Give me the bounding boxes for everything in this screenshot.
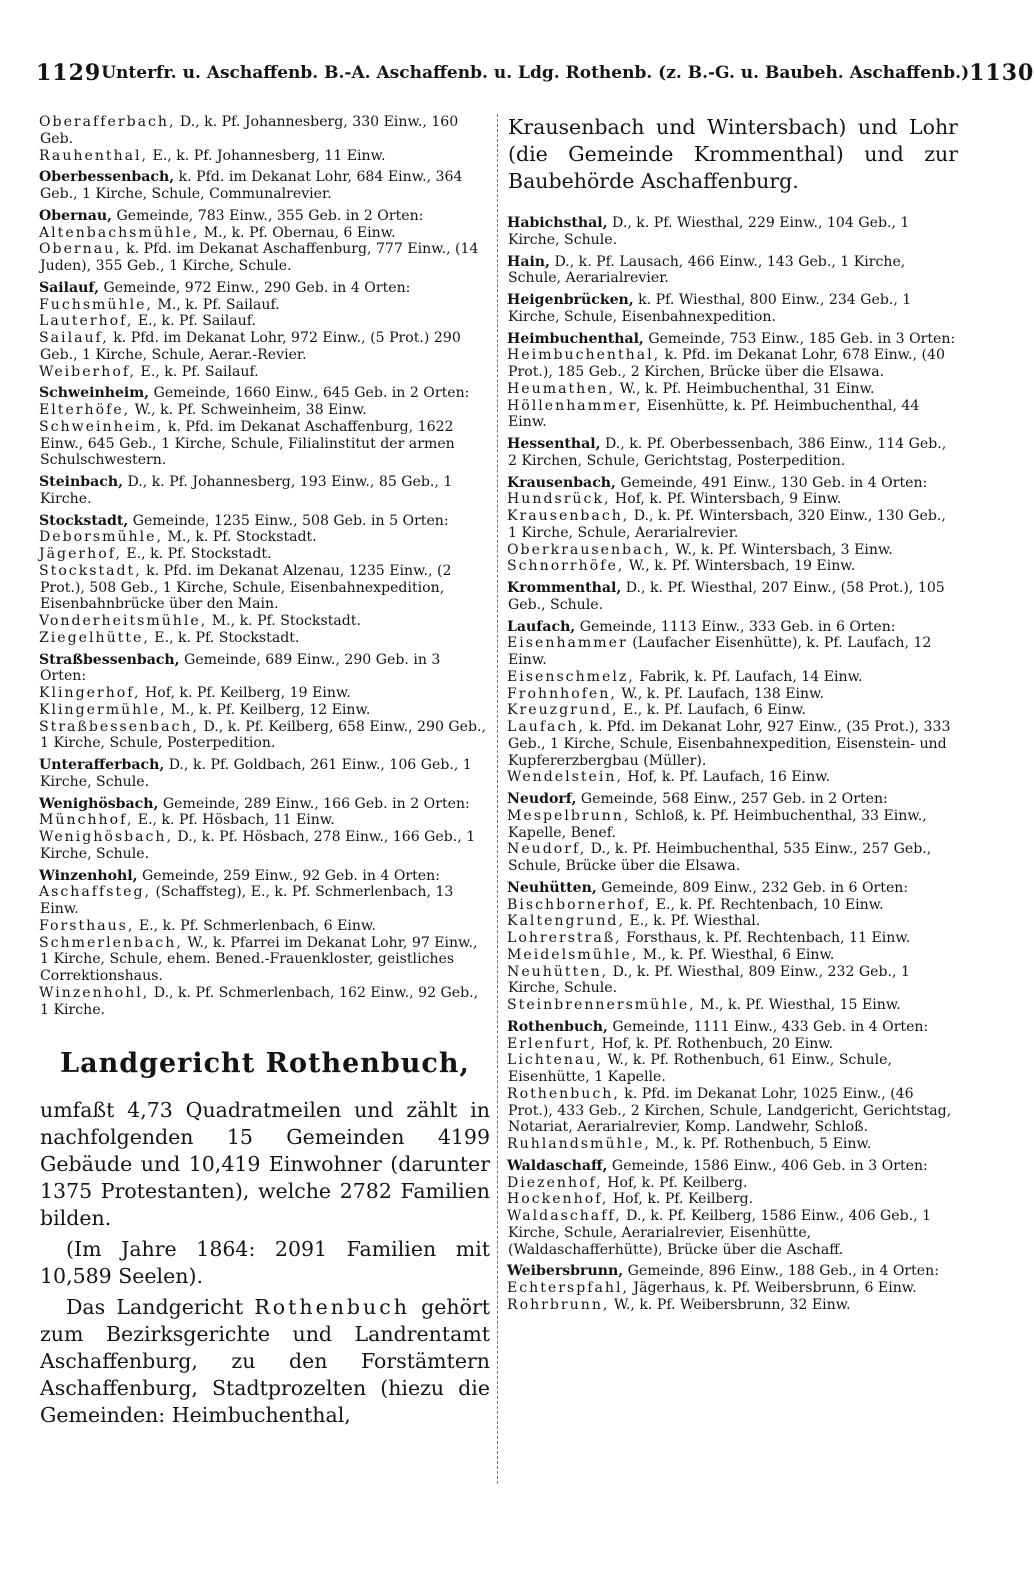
entry: [508, 1280, 958, 1297]
place-details: W., k. Pf. Weibersbrunn, 32 Einw.: [609, 1296, 851, 1313]
municipality-name: Habichsthal,: [507, 215, 608, 231]
entry: [40, 402, 490, 419]
place-details: D., k. Pf. Hösbach, 278 Einw., 166 Geb., 1 Kirche, Schule.: [40, 829, 476, 862]
continued-paragraph: Krausenbach und Wintersbach) und Lohr (die Gemeinde Krommenthal) und zur Baubehörde Aschaffenburg.: [508, 115, 958, 193]
place-details: W., k. Pf. Heimbuchenthal, 31 Einw.: [615, 380, 875, 397]
place-name: Sailauf,: [39, 330, 109, 346]
entry: [508, 791, 958, 808]
place-name: Diezenhof,: [507, 1174, 603, 1191]
place-name: Lauterhof,: [39, 313, 134, 330]
place-name: Mespelbrunn,: [507, 807, 631, 824]
place-name: Kreuzgrund,: [507, 702, 619, 719]
place-details: Forsthaus, k. Pf. Rechtenbach, 11 Einw.: [621, 930, 911, 946]
place-name: Vonderheitsmühle,: [39, 613, 208, 629]
place-details: Gemeinde, 1235 Einw., 508 Geb. in 5 Orten:: [128, 512, 449, 529]
place-details: k. Pfd. im Dekanat Aschaffenburg, 777 Einw., (14 Juden), 355 Geb., 1 Kirche, Schule.: [40, 241, 479, 274]
place-details: Gemeinde, 809 Einw., 232 Geb. in 6 Orten:: [596, 879, 909, 896]
entry: [40, 419, 490, 469]
entry: [40, 280, 490, 297]
place-name: Höllenhammer,: [507, 397, 643, 414]
place-name: Rauhenthal,: [39, 147, 149, 164]
place-details: M., k. Pf. Wiesthal, 15 Einw.: [695, 997, 901, 1013]
municipality-name: Winzenhohl,: [39, 867, 138, 884]
place-name: Schweinheim,: [39, 418, 164, 435]
entry: [508, 1175, 958, 1192]
place-details: Gemeinde, 896 Einw., 188 Geb., in 4 Orten:: [623, 1263, 939, 1280]
entry: [40, 148, 490, 165]
place-details: E., k. Pf. Rechtenbach, 10 Einw.: [651, 896, 884, 913]
place-details: W., k. Pf. Wintersbach, 19 Einw.: [624, 558, 856, 575]
municipality-name: Obernau,: [39, 207, 113, 224]
municipality-name: Krausenbach,: [507, 474, 616, 491]
left-column: [40, 114, 490, 1433]
entry: [508, 930, 958, 947]
entry: [508, 686, 958, 703]
place-name: Hundsrück,: [507, 491, 611, 508]
municipality-name: Schweinheim,: [39, 385, 150, 402]
place-name: Erlenfurt,: [507, 1035, 598, 1052]
entry: [508, 841, 958, 875]
place-details: D., k. Pf. Wintersbach, 320 Einw., 130 Geb., 1 Kirche, Schule, Aerarialrevier.: [508, 508, 946, 541]
place-name: Oberkrausenbach,: [507, 541, 671, 558]
place-details: k. Pfd. im Dekanat Lohr, 1025 Einw., (46 Prot.), 433 Geb., 2 Kirchen, Schule, Landgericht, Gerichtstag, Notariat, Aerarialrevier, Komp. Landwehr, Schloß.: [508, 1085, 952, 1136]
section-paragraph: (Im Jahre 1864: 2091 Familien mit 10,589 Seelen).: [40, 1237, 490, 1288]
place-details: Hof, k. Pf. Laufach, 16 Einw.: [622, 769, 831, 786]
place-details: Eisenhütte, k. Pf. Heimbuchenthal, 44 Einw.: [508, 397, 920, 431]
place-details: D., k. Pf. Lausach, 466 Einw., 143 Geb., 1 Kirche, Schule, Aerarialrevier.: [508, 253, 906, 287]
municipality-name: Rothenbuch,: [507, 1018, 608, 1035]
entry: [40, 796, 490, 813]
place-details: M., k. Pf. Wiesthal, 6 Einw.: [638, 946, 835, 963]
place-details: k. Pfd. im Dekanat Lohr, 684 Einw., 364 Geb., 1 Kirche, Schule, Communalrevier.: [40, 169, 463, 202]
place-details: Gemeinde, 689 Einw., 290 Geb. in 3 Orten:: [40, 651, 441, 685]
entry: [508, 997, 958, 1014]
right-column: [508, 114, 958, 1314]
place-details: Hof, k. Pf. Keilberg.: [602, 1174, 748, 1191]
entry: [40, 364, 490, 381]
municipality-name: Waldaschaff,: [507, 1157, 608, 1174]
entry: [508, 1019, 958, 1036]
entry: [508, 1297, 958, 1314]
place-details: D., k. Pf. Wiesthal, 809 Einw., 232 Geb., 1 Kirche, Schule.: [508, 963, 910, 997]
entry: [40, 884, 490, 918]
entry: [40, 719, 490, 753]
place-name: Laufach,: [507, 719, 585, 735]
place-details: Jägerhaus, k. Pf. Weibersbrunn, 6 Einw.: [628, 1280, 917, 1296]
place-name: Neudorf,: [507, 841, 587, 858]
place-details: E., k. Pf. Sailauf.: [136, 363, 259, 380]
place-name: Klingermühle,: [39, 701, 167, 718]
entry: [508, 491, 958, 508]
entry: [508, 1136, 958, 1153]
place-details: k. Pfd. im Dekanat Aschaffenburg, 1622 Einw., 645 Geb., 1 Kirche, Schule, Filialinstitut der armen Schulschwestern.: [40, 418, 455, 469]
place-name: Lichtenau,: [507, 1052, 603, 1069]
page-number-left: 1129: [36, 60, 102, 86]
entry: [508, 475, 958, 492]
place-details: D., k. Pf. Schmerlenbach, 162 Einw., 92 Geb., 1 Kirche.: [40, 984, 479, 1018]
place-name: Waldaschaff,: [507, 1208, 622, 1224]
place-details: Gemeinde, 783 Einw., 355 Geb. in 2 Orten:: [112, 207, 424, 224]
place-details: E., k. Pf. Wiesthal.: [624, 913, 761, 930]
place-details: Gemeinde, 1660 Einw., 645 Geb. in 2 Orten:: [149, 385, 470, 402]
entry: [508, 1036, 958, 1053]
entry: [508, 769, 958, 786]
place-details: D., k. Pf. Wiesthal, 207 Einw., (58 Prot.), 105 Geb., Schule.: [508, 580, 945, 613]
place-details: Hof, k. Pf. Wintersbach, 9 Einw.: [610, 491, 842, 508]
entry: [40, 630, 490, 647]
place-details: (Schaffsteg), E., k. Pf. Schmerlenbach, 13 Einw.: [40, 884, 454, 917]
entry: [508, 964, 958, 998]
place-name: Frohnhofen,: [507, 685, 617, 702]
place-details: Hof, k. Pf. Keilberg.: [608, 1191, 754, 1208]
place-name: Weiberhof,: [39, 363, 137, 380]
place-details: W., k. Pf. Laufach, 138 Einw.: [616, 685, 824, 702]
place-details: E., k. Pf. Laufach, 6 Einw.: [618, 702, 806, 719]
municipality-name: Weibersbrunn,: [507, 1263, 624, 1280]
entry: [40, 297, 490, 314]
municipality-name: Neudorf,: [507, 791, 577, 807]
municipality-name: Hessenthal,: [507, 436, 601, 452]
place-details: D., k. Pf. Johannesberg, 193 Einw., 85 Geb., 1 Kirche.: [40, 474, 453, 507]
municipality-name: Stockstadt,: [39, 512, 129, 529]
entry: [40, 313, 490, 330]
place-details: W., k. Pf. Schweinheim, 38 Einw.: [130, 402, 367, 418]
entry: [508, 254, 958, 288]
place-name: Obernau,: [39, 241, 122, 258]
entry: [508, 1158, 958, 1175]
place-details: D., k. Pf. Wiesthal, 229 Einw., 104 Geb., 1 Kirche, Schule.: [508, 215, 910, 248]
place-details: E., k. Pf. Stockstadt.: [121, 546, 272, 562]
place-name: Oberafferbach,: [39, 114, 176, 130]
entry: [508, 1263, 958, 1280]
column-divider: [497, 114, 498, 1484]
place-name: Kaltengrund,: [507, 913, 625, 930]
entry: [40, 474, 490, 508]
entry: [40, 985, 490, 1019]
section-paragraph: [40, 1294, 490, 1429]
municipality-name: Krommenthal,: [507, 580, 622, 596]
entry: [508, 347, 958, 381]
place-details: D., k. Pf. Keilberg, 658 Einw., 290 Geb., 1 Kirche, Schule, Posterpedition.: [40, 718, 487, 752]
place-details: Gemeinde, 289 Einw., 166 Geb. in 2 Orten:: [158, 795, 470, 812]
entry: [508, 436, 958, 470]
entry: [40, 829, 490, 863]
place-details: M., k. Pf. Stockstadt.: [207, 613, 361, 629]
entry: [40, 385, 490, 402]
emphasized-name: Rothenbuch: [254, 1295, 410, 1319]
municipality-name: Unterafferbach,: [39, 757, 165, 773]
entry: [40, 935, 490, 985]
place-name: Deborsmühle,: [39, 529, 163, 546]
entry: [40, 208, 490, 225]
entry: [508, 1086, 958, 1136]
paragraph-text: Das Landgericht: [66, 1295, 255, 1319]
place-name: Straßbessenbach,: [39, 718, 199, 735]
entry: [508, 702, 958, 719]
municipality-name: Sailauf,: [39, 279, 100, 296]
place-details: W., k. Pf. Wintersbach, 3 Einw.: [670, 541, 893, 558]
place-details: E., k. Pf. Hösbach, 11 Einw.: [133, 812, 335, 829]
place-name: Stockstadt,: [39, 562, 142, 579]
entry: [40, 546, 490, 563]
entry: [40, 169, 490, 203]
municipality-name: Neuhütten,: [507, 879, 597, 896]
place-details: W., k. Pf. Rothenbuch, 61 Einw., Schule, Eisenhütte, 1 Kapelle.: [508, 1052, 892, 1085]
place-details: E., k. Pf. Sailauf.: [133, 313, 256, 330]
place-details: D., k. Pf. Johannesberg, 330 Einw., 160 Geb.: [40, 114, 459, 147]
page-header: [36, 48, 1034, 98]
municipality-name: Hain,: [507, 253, 550, 270]
entry: [40, 757, 490, 791]
place-details: Gemeinde, 1111 Einw., 433 Geb. in 4 Orten:: [607, 1018, 929, 1035]
place-details: D., k. Pf. Oberbessenbach, 386 Einw., 114 Geb., 2 Kirchen, Schule, Gerichtstag, Posterpedition.: [508, 436, 947, 469]
place-name: Wendelstein,: [507, 769, 623, 786]
municipality-name: Straßbessenbach,: [39, 651, 180, 668]
place-name: Schnorrhöfe,: [507, 558, 625, 575]
place-name: Aschaffsteg,: [39, 884, 151, 901]
entry: [508, 508, 958, 542]
entry: [40, 225, 490, 242]
place-name: Rothenbuch,: [507, 1085, 620, 1102]
place-details: M., k. Pf. Stockstadt.: [162, 529, 317, 546]
entry: [508, 619, 958, 636]
place-details: Gemeinde, 1586 Einw., 406 Geb. in 3 Orten:: [607, 1157, 928, 1174]
entry: [508, 913, 958, 930]
place-details: Gemeinde, 753 Einw., 185 Geb. in 3 Orten:: [643, 330, 956, 347]
running-title: Unterfr. u. Aschaffenb. B.-A. Aschaffenb. u. Ldg. Rothenb. (z. B.-G. u. Baubeh. Aschaffenb.): [101, 63, 970, 83]
entry: [40, 563, 490, 613]
place-details: M., k. Pf. Obernau, 6 Einw.: [199, 224, 396, 241]
entry: [508, 669, 958, 686]
place-name: Winzenhohl,: [39, 984, 150, 1001]
place-details: M., k. Pf. Keilberg, 12 Einw.: [166, 701, 371, 718]
place-name: Bischbornerhof,: [507, 896, 652, 913]
entry: [40, 685, 490, 702]
municipality-name: Laufach,: [507, 618, 576, 635]
entry: [508, 1052, 958, 1086]
entry: [40, 241, 490, 275]
place-details: k. Pfd. im Dekanat Lohr, 972 Einw., (5 Prot.) 290 Geb., 1 Kirche, Schule, Aerar.-Revier.: [40, 330, 461, 363]
entry: [40, 529, 490, 546]
entry: [508, 398, 958, 432]
entry: [508, 1208, 958, 1258]
entry: [40, 868, 490, 885]
place-details: E., k. Pf. Schmerlenbach, 6 Einw.: [134, 917, 376, 934]
place-name: Rohrbrunn,: [507, 1296, 610, 1313]
entry: [508, 719, 958, 769]
place-details: Gemeinde, 1113 Einw., 333 Geb. in 6 Orten:: [575, 618, 896, 635]
place-name: Fuchsmühle,: [39, 296, 153, 313]
entry: [508, 292, 958, 326]
entry: [40, 652, 490, 686]
section-title: Landgericht Rothenbuch,: [60, 1048, 470, 1080]
entry: [40, 702, 490, 719]
place-details: E., k. Pf. Stockstadt.: [149, 629, 300, 646]
paragraph-text: gehört zum Bezirksgerichte und Landrentamt Aschaffenburg, zu den Forstämtern Aschaffenburg, Stadtprozelten (hiezu die Gemeinden: Heimbuchenthal,: [40, 1295, 490, 1427]
place-name: Schmerlenbach,: [39, 934, 183, 951]
place-details: Fabrik, k. Pf. Laufach, 14 Einw.: [634, 668, 863, 685]
place-name: Jägerhof,: [39, 546, 122, 562]
place-details: Gemeinde, 972 Einw., 290 Geb. in 4 Orten:: [99, 279, 411, 296]
page-number-right: 1130: [969, 60, 1034, 86]
place-details: M., k. Pf. Rothenbuch, 5 Einw.: [650, 1136, 872, 1152]
entry: [508, 635, 958, 669]
place-details: (Laufacher Eisenhütte), k. Pf. Laufach, 12 Einw.: [508, 635, 932, 668]
place-name: Klingerhof,: [39, 685, 141, 701]
municipality-name: Heimbuchenthal,: [507, 330, 644, 347]
place-details: D., k. Pf. Heimbuchenthal, 535 Einw., 257 Geb., Schule, Brücke über die Elsawa.: [508, 841, 932, 874]
place-name: Heimbuchenthal,: [507, 347, 661, 364]
municipality-name: Wenighösbach,: [39, 795, 159, 812]
place-name: Steinbrennersmühle,: [507, 997, 696, 1013]
place-name: Elterhöfe,: [39, 402, 131, 418]
entry: [508, 880, 958, 897]
place-details: M., k. Pf. Sailauf.: [152, 296, 280, 313]
municipality-name: Oberbessenbach,: [39, 169, 175, 186]
place-details: W., k. Pfarrei im Dekanat Lohr, 97 Einw., 1 Kirche, Schule, ehem. Bened.-Frauenkloster, geistliches Correktionshaus.: [40, 934, 478, 984]
place-name: Heumathen,: [507, 380, 616, 397]
place-details: k. Pf. Wiesthal, 800 Einw., 234 Geb., 1 Kirche, Schule, Eisenbahnexpedition.: [508, 292, 912, 325]
entry: [508, 542, 958, 559]
entry: [508, 331, 958, 348]
place-name: Münchhof,: [39, 812, 134, 829]
place-details: k. Pfd. im Dekanat Lohr, 678 Einw., (40 Prot.), 185 Geb., 2 Kirchen, Brücke über die Elsawa.: [508, 347, 945, 380]
entry: [508, 558, 958, 575]
place-details: Hof, k. Pf. Rothenbuch, 20 Einw.: [597, 1035, 834, 1052]
place-name: Wenighösbach,: [39, 829, 173, 845]
place-details: Schloß, k. Pf. Heimbuchenthal, 33 Einw., Kapelle, Benef.: [508, 807, 927, 841]
entry: [508, 897, 958, 914]
place-details: k. Pfd. im Dekanat Lohr, 927 Einw., (35 Prot.), 333 Geb., 1 Kirche, Schule, Eisenbahnexpedition, Eisenstein- und Kupfererzbergbau (Müller).: [508, 719, 951, 769]
municipality-name: Steinbach,: [39, 474, 123, 490]
entry: [40, 812, 490, 829]
place-details: D., k. Pf. Goldbach, 261 Einw., 106 Geb., 1 Kirche, Schule.: [40, 757, 472, 790]
section-paragraph: umfaßt 4,73 Quadratmeilen und zählt in nachfolgenden 15 Gemeinden 4199 Gebäude und 10,419 Einwohner (darunter 1375 Protestanten), welche 2782 Familien bilden.: [40, 1098, 490, 1230]
place-name: Eisenhammer: [507, 635, 628, 652]
place-name: Ruhlandsmühle,: [507, 1136, 651, 1152]
place-name: Forsthaus,: [39, 917, 135, 934]
place-name: Meidelsmühle,: [507, 946, 639, 963]
municipality-name: Heigenbrücken,: [507, 292, 634, 308]
place-details: D., k. Pf. Keilberg, 1586 Einw., 406 Geb., 1 Kirche, Schule, Aerarialrevier, Eisenhütte, (Waldaschafferhütte), Brücke über die Aschaff.: [508, 1208, 932, 1258]
place-name: Ziegelhütte,: [39, 629, 150, 646]
place-details: k. Pfd. im Dekanat Alzenau, 1235 Einw., (2 Prot.), 508 Geb., 1 Kirche, Schule, Eisenbahnexpedition, Eisenbahnbrücke über den Main.: [40, 562, 452, 613]
entry: [40, 613, 490, 630]
entry: [508, 580, 958, 614]
entry: [40, 918, 490, 935]
place-name: Lohrerstraß,: [507, 930, 622, 946]
place-details: Gemeinde, 259 Einw., 92 Geb. in 4 Orten:: [137, 867, 440, 884]
place-details: Gemeinde, 568 Einw., 257 Geb. in 2 Orten:: [576, 791, 888, 807]
entry: [508, 381, 958, 398]
place-name: Eisenschmelz,: [507, 668, 635, 685]
entry: [508, 808, 958, 842]
entry: [508, 947, 958, 964]
entry: [40, 513, 490, 530]
place-name: Krausenbach,: [507, 508, 630, 524]
entry: [508, 215, 958, 249]
place-name: Hockenhof,: [507, 1191, 609, 1208]
place-name: Altenbachsmühle,: [39, 224, 200, 241]
place-details: Hof, k. Pf. Keilberg, 19 Einw.: [140, 685, 351, 701]
place-details: E., k. Pf. Johannesberg, 11 Einw.: [148, 147, 386, 164]
entry: [40, 330, 490, 364]
place-name: Neuhütten,: [507, 963, 609, 980]
place-details: Gemeinde, 491 Einw., 130 Geb. in 4 Orten:: [615, 474, 928, 491]
entry: [40, 114, 490, 148]
place-name: Echterspfahl,: [507, 1280, 629, 1296]
entry: [508, 1191, 958, 1208]
